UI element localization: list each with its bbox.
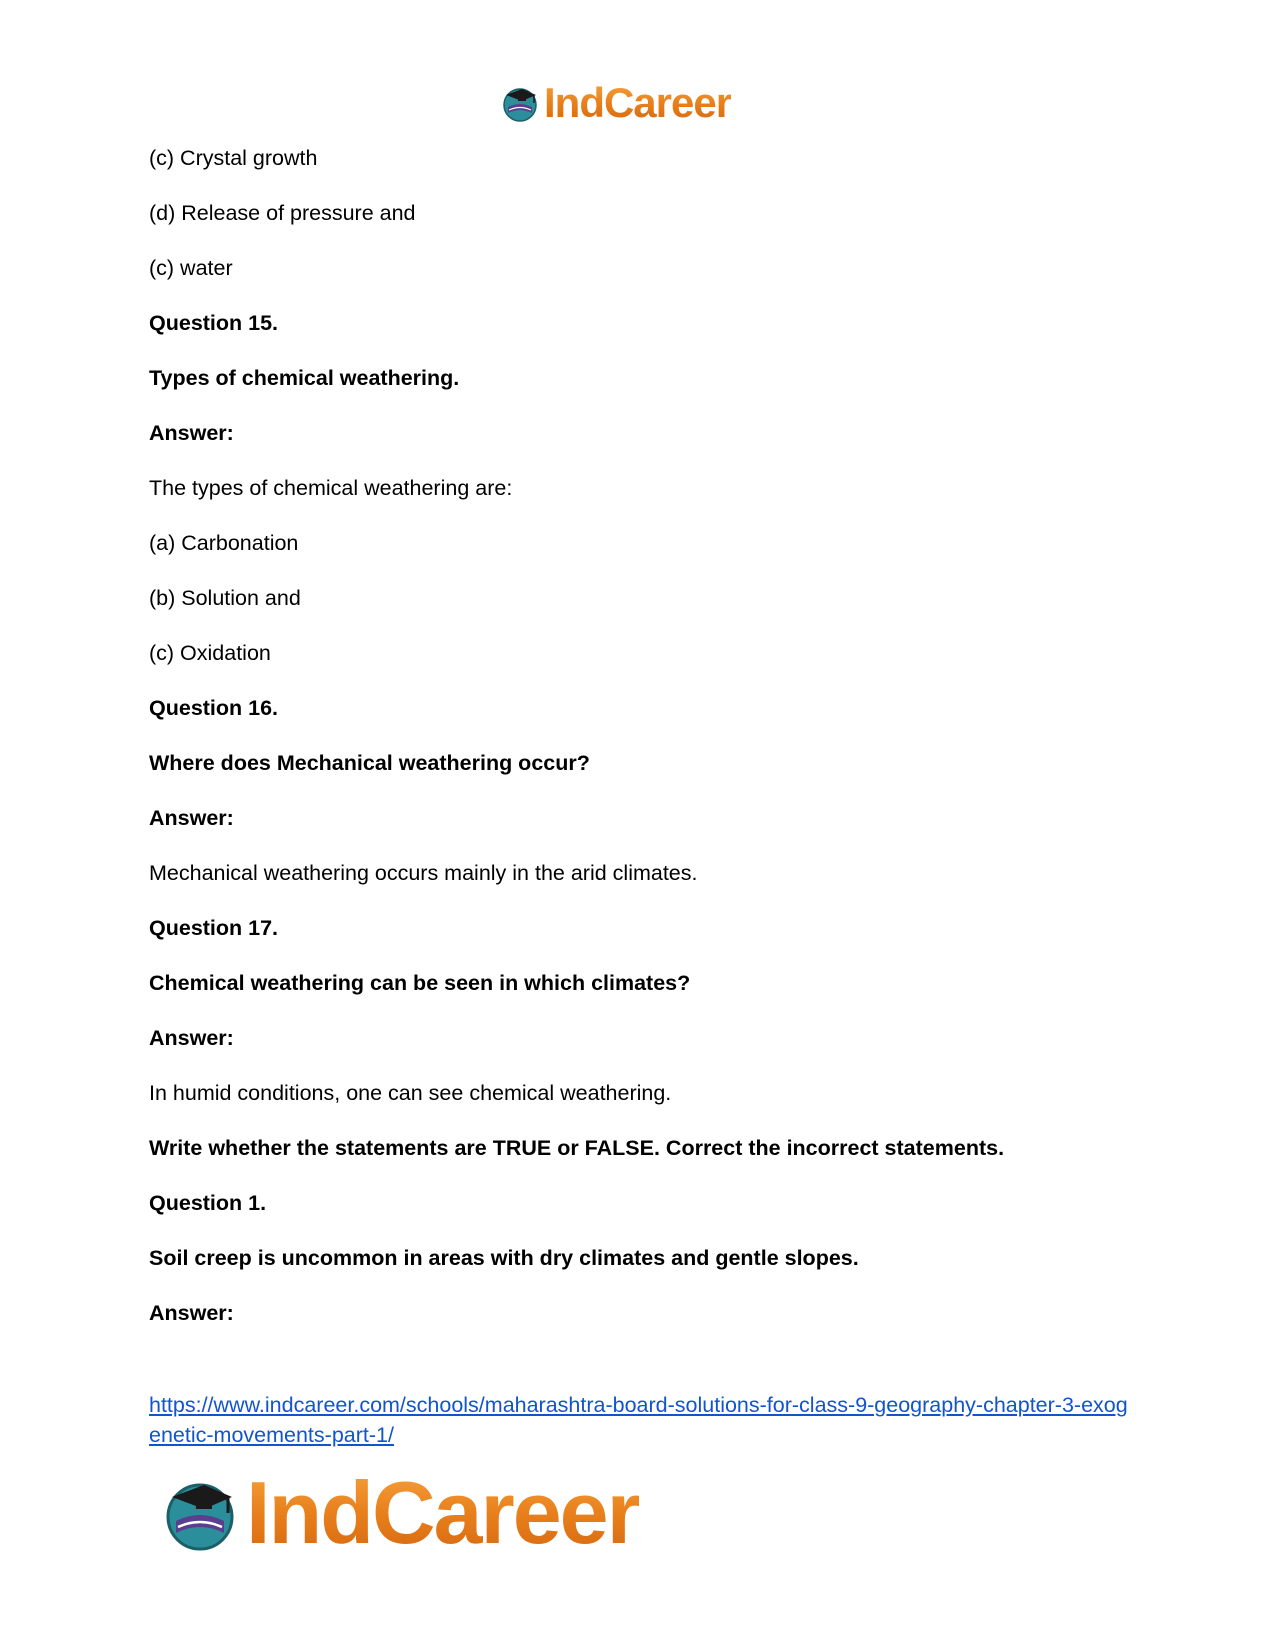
question-number: Question 17.: [149, 916, 279, 940]
question-number: Question 1.: [149, 1191, 267, 1215]
option-line: (c) Oxidation: [149, 641, 271, 665]
answer-label: Answer:: [149, 1026, 234, 1050]
answer-text: The types of chemical weathering are:: [149, 476, 513, 500]
header-logo-text: IndCareer: [544, 79, 732, 126]
globe-graduation-cap-icon: [160, 1473, 240, 1553]
globe-graduation-cap-icon: [500, 83, 540, 123]
answer-label: Answer:: [149, 1301, 234, 1325]
option-line: (b) Solution and: [149, 586, 301, 610]
footer-logo-text: IndCareer: [246, 1463, 639, 1562]
source-url-link[interactable]: https://www.indcareer.com/schools/maharashtra-board-solutions-for-class-9-geography-chapter-3-exogenetic-movements-part-1/: [149, 1393, 1128, 1447]
question-text: Where does Mechanical weathering occur?: [149, 751, 590, 775]
question-text: Chemical weathering can be seen in which climates?: [149, 971, 691, 995]
option-line: (c) Crystal growth: [149, 146, 318, 170]
question-text: Soil creep is uncommon in areas with dry climates and gentle slopes.: [149, 1246, 859, 1270]
question-text: Types of chemical weathering.: [149, 366, 460, 390]
footer-logo: [160, 1463, 639, 1562]
section-instruction: Write whether the statements are TRUE or FALSE. Correct the incorrect statements.: [149, 1136, 1005, 1160]
question-number: Question 16.: [149, 696, 279, 720]
document-body: [149, 145, 1139, 1355]
option-line: (a) Carbonation: [149, 531, 299, 555]
option-line: (d) Release of pressure and: [149, 201, 416, 225]
answer-label: Answer:: [149, 806, 234, 830]
answer-text: In humid conditions, one can see chemical weathering.: [149, 1081, 672, 1105]
option-line: (c) water: [149, 256, 233, 280]
question-number: Question 15.: [149, 311, 279, 335]
answer-label: Answer:: [149, 421, 234, 445]
answer-text: Mechanical weathering occurs mainly in the arid climates.: [149, 861, 698, 885]
header-logo: [500, 80, 731, 126]
